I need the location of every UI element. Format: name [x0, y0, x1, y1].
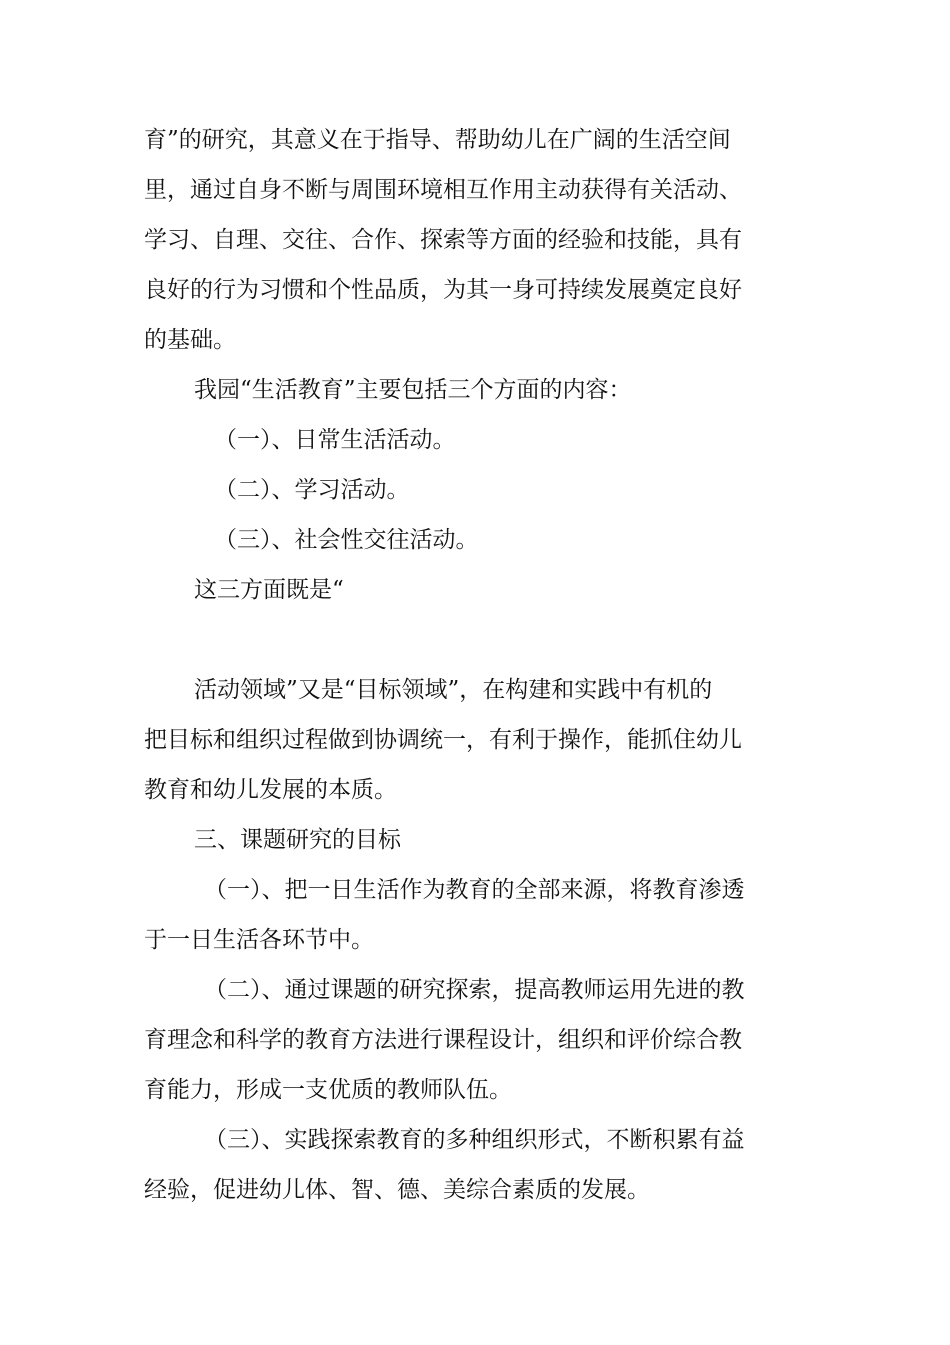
- paragraph-line: 这三方面既是“: [194, 577, 344, 603]
- paragraph-line: 把目标和组织过程做到协调统一，有利于操作，能抓住幼儿: [144, 727, 742, 753]
- paragraph-line: 经验，促进幼儿体、智、德、美综合素质的发展。: [144, 1177, 650, 1203]
- paragraph-line: 活动领域”又是“目标领域”，在构建和实践中有机的: [194, 677, 713, 703]
- paragraph-line: 育”的研究，其意义在于指导、帮助幼儿在广阔的生活空间: [144, 127, 731, 153]
- paragraph-line: 于一日生活各环节中。: [144, 927, 374, 953]
- list-item: （一）、日常生活活动。: [214, 427, 456, 453]
- list-item: （一）、把一日生活作为教育的全部来源，将教育渗透: [204, 877, 745, 903]
- paragraph-line: 的基础。: [144, 327, 236, 353]
- list-item: （三）、实践探索教育的多种组织形式，不断积累有益: [204, 1127, 745, 1153]
- paragraph-line: 育能力，形成一支优质的教师队伍。: [144, 1077, 512, 1103]
- section-heading: 三、课题研究的目标: [194, 827, 401, 853]
- list-item: （二）、通过课题的研究探索，提高教师运用先进的教: [204, 977, 745, 1003]
- paragraph-line: 我园“生活教育”主要包括三个方面的内容：: [194, 377, 632, 403]
- paragraph-line: 良好的行为习惯和个性品质，为其一身可持续发展奠定良好: [144, 277, 742, 303]
- list-item: （三）、社会性交往活动。: [214, 527, 479, 553]
- paragraph-line: 教育和幼儿发展的本质。: [144, 777, 397, 803]
- paragraph-line: 育理念和科学的教育方法进行课程设计，组织和评价综合教: [144, 1027, 742, 1053]
- paragraph-line: 学习、自理、交往、合作、探索等方面的经验和技能，具有: [144, 227, 742, 253]
- list-item: （二）、学习活动。: [214, 477, 410, 503]
- paragraph-line: 里，通过自身不断与周围环境相互作用主动获得有关活动、: [144, 177, 742, 203]
